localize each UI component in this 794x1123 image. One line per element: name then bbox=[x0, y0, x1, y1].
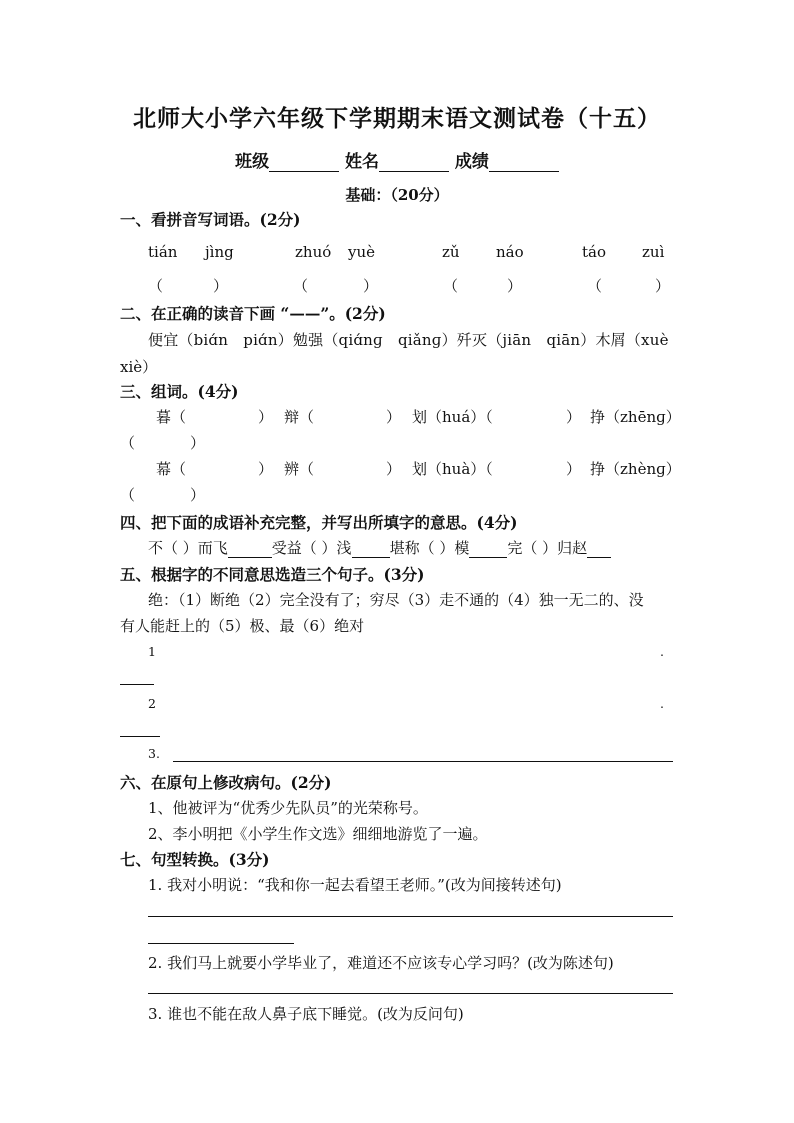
q1-paren-open-2: （ bbox=[293, 277, 309, 295]
q1-paren-close-2: ） bbox=[363, 277, 379, 295]
q1-paren-close-3: ） bbox=[507, 277, 523, 295]
name-blank[interactable] bbox=[379, 153, 449, 172]
q1-heading: 一、看拼音写词语。(2分) bbox=[120, 210, 301, 229]
q3-r1-wrap-close: ） bbox=[190, 434, 206, 452]
q3-r1-c-close: ） bbox=[566, 408, 582, 426]
q4-idiom-row bbox=[148, 537, 611, 558]
q4-blank-2[interactable] bbox=[352, 543, 390, 558]
q3-r1-a: 暮（ bbox=[156, 408, 187, 426]
score-blank[interactable] bbox=[489, 153, 559, 172]
q3-r2-b-close: ） bbox=[386, 460, 402, 478]
q3-r2-wrap-close: ） bbox=[190, 486, 206, 504]
q5-sentence-1-dot: . bbox=[660, 644, 664, 659]
q3-r1-b-close: ） bbox=[386, 408, 402, 426]
q1-pinyin-1: tián bbox=[148, 243, 178, 261]
q3-r1-b: 辩（ bbox=[284, 408, 315, 426]
q3-r2-a-close: ） bbox=[258, 460, 274, 478]
q2-line-2: xiè） bbox=[120, 358, 158, 376]
q3-r2-d: 挣（zhènɡ） bbox=[590, 460, 681, 478]
class-blank[interactable] bbox=[269, 153, 339, 172]
q1-paren-open-4: （ bbox=[587, 277, 603, 295]
q6-sentence-2: 2、李小明把《小学生作文选》细细地游览了一遍。 bbox=[148, 825, 488, 843]
q7-sentence-1: 1. 我对小明说：“我和你一起去看望王老师。”(改为间接转述句) bbox=[148, 876, 562, 894]
q3-r2-b: 辨（ bbox=[284, 460, 315, 478]
q6-heading: 六、在原句上修改病句。(2分) bbox=[120, 773, 332, 792]
q1-paren-open-1: （ bbox=[148, 277, 164, 295]
q7-sentence-2: 2. 我们马上就要小学毕业了，难道还不应该专心学习吗？(改为陈述句) bbox=[148, 954, 614, 972]
q1-pinyin-8: zuì bbox=[642, 243, 665, 261]
q1-pinyin-6: náo bbox=[496, 243, 524, 261]
q5-sentence-1-number: 1 bbox=[148, 644, 156, 659]
q7-answer-1-line-a[interactable] bbox=[148, 916, 673, 917]
q1-pinyin-5: zǔ bbox=[442, 243, 460, 261]
score-label: 成绩 bbox=[454, 152, 489, 172]
q1-pinyin-3: zhuó bbox=[295, 243, 332, 261]
q4-blank-4[interactable] bbox=[587, 543, 611, 558]
q3-r1-c: 划（huá）（ bbox=[412, 408, 493, 426]
q4-idiom-1: 不（ ）而飞 bbox=[148, 539, 228, 557]
q4-idiom-4: 完（ ）归赵 bbox=[507, 539, 588, 557]
q4-blank-1[interactable] bbox=[228, 543, 272, 558]
q2-line-1: 便宜（biɑ́n piɑ́n）勉强（qiɑ́nɡ qiǎnɡ）歼灭（jiān qiān）木屑（xuè bbox=[148, 331, 669, 349]
page-title: 北师大小学六年级下学期期末语文测试卷（十五） bbox=[133, 105, 661, 132]
q7-answer-2-line[interactable] bbox=[148, 993, 673, 994]
q3-r2-wrap-open: （ bbox=[120, 486, 136, 504]
q5-sentence-2-line[interactable] bbox=[120, 736, 160, 737]
q5-heading: 五、根据字的不同意思选造三个句子。(3分) bbox=[120, 565, 425, 584]
q4-idiom-3: 堪称（ ）模 bbox=[389, 539, 470, 557]
q3-r1-a-close: ） bbox=[258, 408, 274, 426]
q5-sentence-3-number: 3. bbox=[148, 746, 160, 761]
section-basic-heading: 基础：（20分） bbox=[345, 186, 449, 204]
q5-sentence-2-dot: . bbox=[660, 696, 664, 711]
q7-heading: 七、句型转换。(3分) bbox=[120, 850, 270, 869]
q1-paren-close-1: ） bbox=[213, 277, 229, 295]
q5-sentence-3-line[interactable] bbox=[173, 761, 673, 762]
q1-paren-close-4: ） bbox=[655, 277, 671, 295]
q1-paren-open-3: （ bbox=[443, 277, 459, 295]
q7-sentence-3: 3. 谁也不能在敌人鼻子底下睡觉。(改为反问句) bbox=[148, 1005, 464, 1023]
q7-answer-1-line-b[interactable] bbox=[148, 943, 294, 944]
q1-pinyin-2: jìng bbox=[205, 243, 234, 261]
q2-heading: 二、在正确的读音下画 “——”。(2分) bbox=[120, 304, 386, 323]
q5-sentence-1-line[interactable] bbox=[120, 684, 154, 685]
q3-r2-c: 划（huà）（ bbox=[412, 460, 493, 478]
class-label: 班级 bbox=[235, 152, 270, 172]
q5-meanings-1: 绝：（1）断绝（2）完全没有了；穷尽（3）走不通的（4）独一无二的、没 bbox=[148, 591, 644, 609]
q4-blank-3[interactable] bbox=[469, 543, 507, 558]
q1-pinyin-7: táo bbox=[582, 243, 607, 261]
q3-r2-a: 幕（ bbox=[156, 460, 187, 478]
q3-heading: 三、组词。(4分) bbox=[120, 382, 239, 401]
q5-meanings-2: 有人能赶上的（5）极、最（6）绝对 bbox=[120, 617, 365, 635]
q1-pinyin-4: yuè bbox=[348, 243, 376, 261]
q4-idiom-2: 受益（ ）浅 bbox=[271, 539, 352, 557]
q3-r1-wrap-open: （ bbox=[120, 434, 136, 452]
q3-r1-d: 挣（zhēnɡ） bbox=[590, 408, 681, 426]
student-info-row bbox=[0, 147, 794, 172]
q6-sentence-1: 1、他被评为“优秀少先队员”的光荣称号。 bbox=[148, 799, 428, 817]
q3-r2-c-close: ） bbox=[566, 460, 582, 478]
q4-heading: 四、把下面的成语补充完整，并写出所填字的意思。(4分) bbox=[120, 513, 518, 532]
q5-sentence-2-number: 2 bbox=[148, 696, 156, 711]
name-label: 姓名 bbox=[345, 152, 379, 172]
